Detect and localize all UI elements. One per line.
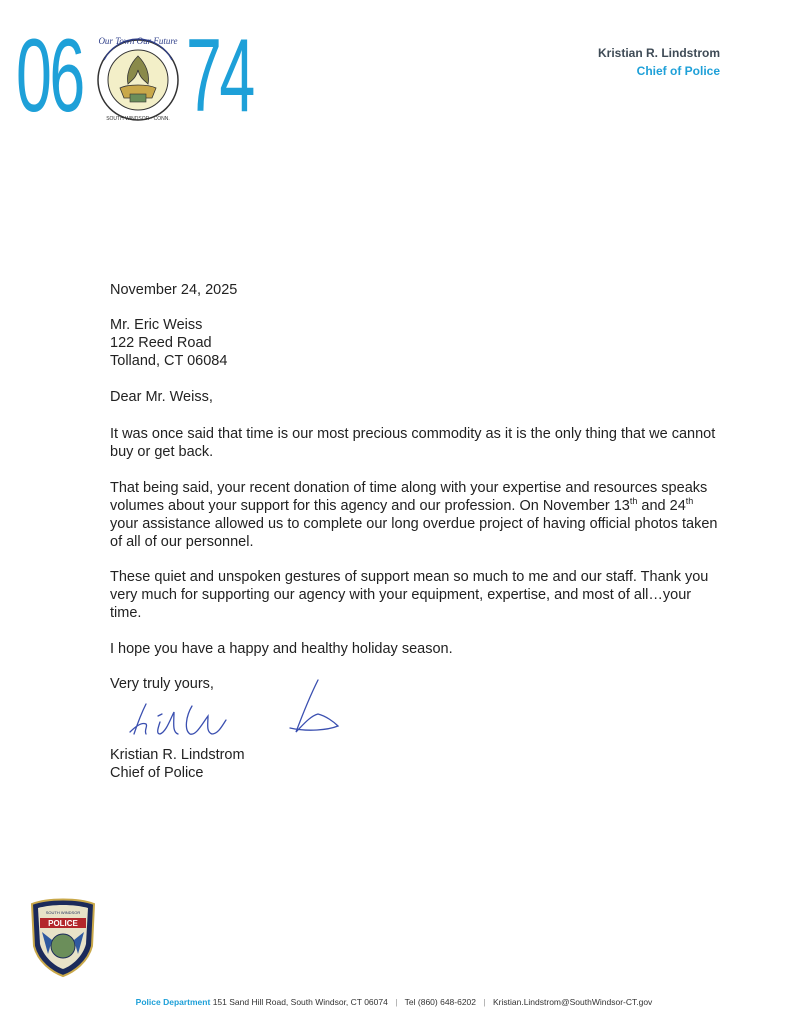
- svg-text:SOUTH WINDSOR · CONN.: SOUTH WINDSOR · CONN.: [106, 116, 170, 122]
- header-name: Kristian R. Lindstrom: [597, 46, 720, 60]
- closing: Very truly yours,: [110, 676, 214, 692]
- header-title: Chief of Police: [636, 64, 720, 78]
- zip-code-right: 74: [186, 18, 253, 134]
- footer-email: Kristian.Lindstrom@SouthWindsor-CT.gov: [492, 997, 653, 1007]
- paragraph-2: [110, 479, 720, 551]
- svg-text:POLICE: POLICE: [48, 919, 78, 928]
- recipient-name: Mr. Eric Weiss: [110, 317, 203, 333]
- zip-code-left: 06: [16, 18, 83, 134]
- footer-phone: Tel (860) 648-6202: [404, 997, 477, 1007]
- paragraph-2-part-2: and 24: [637, 498, 686, 514]
- recipient-city: Tolland, CT 06084: [110, 353, 228, 369]
- paragraph-2-sup-1: th: [629, 496, 638, 507]
- paragraph-4: I hope you have a happy and healthy holiday season.: [110, 641, 453, 657]
- paragraph-2-part-3: your assistance allowed us to complete our long overdue project of having official photos taken of all of our personnel.: [110, 516, 718, 550]
- signature-block: [110, 746, 720, 782]
- recipient-address: [110, 316, 720, 370]
- signature-name: Kristian R. Lindstrom: [110, 747, 245, 763]
- letter-date: November 24, 2025: [110, 282, 238, 298]
- paragraph-1: It was once said that time is our most precious commodity as it is the only thing that we cannot buy or get back.: [110, 426, 716, 460]
- letter-footer: [0, 997, 788, 1007]
- footer-address: 151 Sand Hill Road, South Windsor, CT 06074: [212, 997, 388, 1007]
- paragraph-2-sup-2: th: [685, 496, 694, 507]
- signature-title: Chief of Police: [110, 765, 204, 781]
- recipient-street: 122 Reed Road: [110, 335, 212, 351]
- town-seal-logo: [90, 30, 186, 126]
- footer-separator: |: [483, 997, 486, 1007]
- handwritten-signature: [112, 676, 352, 748]
- paragraph-3: These quiet and unspoken gestures of support mean so much to me and our staff. Thank you very much for supporting our agency with your equipment, expertise, and most of all…your time.: [110, 569, 709, 621]
- footer-separator: |: [395, 997, 398, 1007]
- paragraph-2-part-1: That being said, your recent donation of time along with your expertise and resources speaks volumes about your support for this agency and our profession. On November 13: [110, 480, 708, 514]
- footer-department: Police Department: [135, 997, 211, 1007]
- police-badge-logo: [28, 896, 98, 978]
- salutation: Dear Mr. Weiss,: [110, 389, 213, 405]
- svg-text:Our Town Our Future: Our Town Our Future: [98, 36, 178, 46]
- svg-text:SOUTH WINDSOR: SOUTH WINDSOR: [45, 910, 81, 915]
